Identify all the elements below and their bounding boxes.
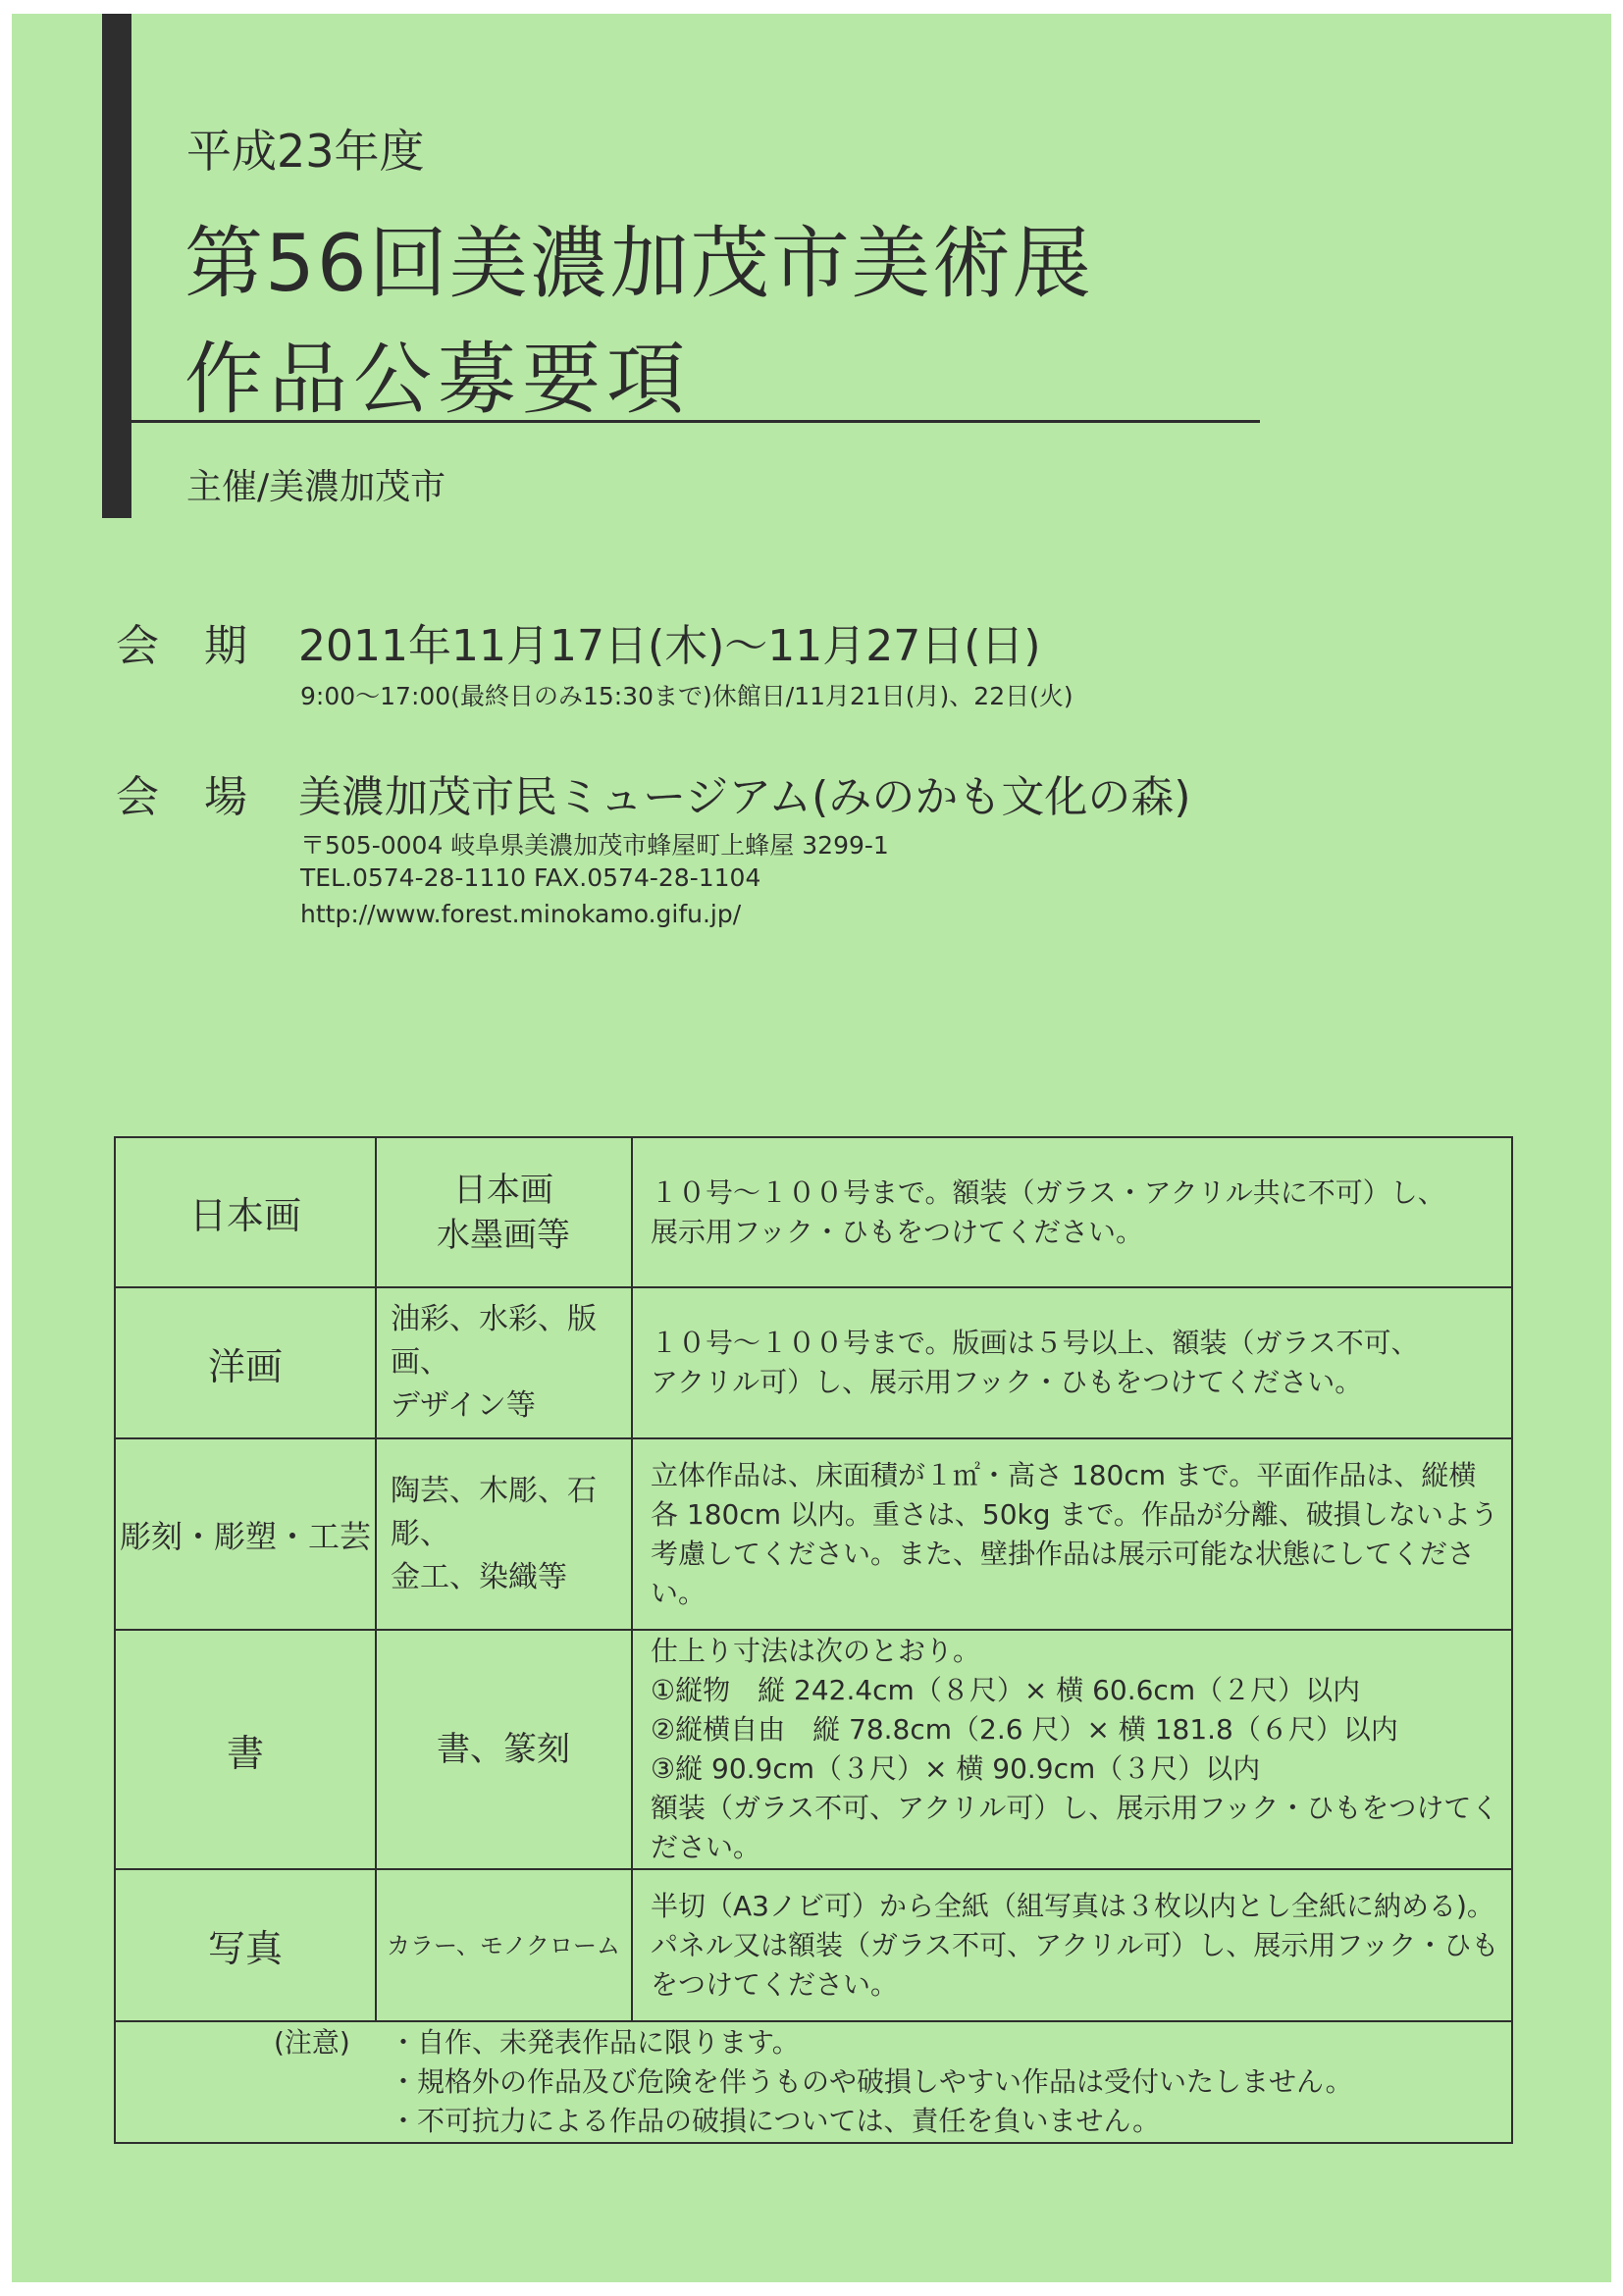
description-cell [632,1287,1512,1438]
venue-address: 〒505-0004 岐阜県美濃加茂市蜂屋町上蜂屋 3299-1 [300,831,889,860]
description-line: をつけてください。 [651,1967,899,2001]
description-cell [632,1137,1512,1287]
notes-row [115,2021,1512,2143]
subtype-cell [376,1137,632,1287]
table-row [115,1137,1512,1287]
subtype-line: 金工、染織等 [391,1559,567,1594]
fiscal-year: 平成23年度 [186,125,425,178]
category-cell: 日本画 [115,1137,376,1287]
description-line: ①縦物 縦 242.4cm（８尺）× 横 60.6cm（２尺）以内 [651,1674,1361,1706]
subtype-cell [376,1438,632,1630]
organizer: 主催/美濃加茂市 [186,467,446,507]
description-line: 考慮してください。また、壁掛作品は展示可能な状態にしてください。 [651,1537,1476,1609]
description-line: 仕上り寸法は次のとおり。 [651,1635,981,1667]
category-cell: 彫刻・彫塑・工芸 [115,1438,376,1630]
note-item: ・自作、未発表作品に限ります。 [390,2026,800,2059]
subtype-line: 日本画 [453,1170,553,1210]
venue-label: 会場 [116,772,292,822]
subtype-cell [376,1630,632,1869]
table-row [115,1869,1512,2021]
note-item: ・不可抗力による作品の破損については、責任を負いません。 [390,2105,1161,2137]
subtype-line: 書、篆刻 [437,1730,570,1769]
description-line: １０号〜１００号まで。額装（ガラス・アクリル共に不可）し、 [651,1175,1445,1209]
description-cell [632,1869,1512,2021]
subtype-cell [376,1287,632,1438]
category-cell: 写真 [115,1869,376,2021]
description-line: ③縦 90.9cm（３尺）× 横 90.9cm（３尺）以内 [651,1752,1261,1785]
period-hours: 9:00〜17:00(最終日のみ15:30まで)休館日/11月21日(月)、22日(火) [300,682,1073,710]
description-line: １０号〜１００号まで。版画は５号以上、額装（ガラス不可、 [651,1327,1419,1359]
description-line: 立体作品は、床面積が１㎡・高さ 180cm まで。平面作品は、縦横 [651,1458,1477,1491]
description-line: 展示用フック・ひもをつけてください。 [651,1215,1144,1248]
venue-url[interactable]: http://www.forest.minokamo.gifu.jp/ [300,900,742,928]
category-cell: 書 [115,1630,376,1869]
venue-tel-fax: TEL.0574-28-1110 FAX.0574-28-1104 [300,863,761,892]
note-item: ・規格外の作品及び危険を伴うものや破損しやすい作品は受付いたしません。 [390,2065,1353,2098]
description-line: ②縦横自由 縦 78.8cm（2.6 尺）× 横 181.8（６尺）以内 [651,1713,1398,1746]
description-line: 半切（A3ノビ可）から全紙（組写真は３枚以内とし全紙に納める)。 [651,1889,1494,1922]
table-row [115,1438,1512,1630]
period-dates: 2011年11月17日(木)〜11月27日(日) [298,621,1041,671]
subtype-line: 水墨画等 [437,1215,570,1255]
description-line: 額装（ガラス不可、アクリル可）し、展示用フック・ひもをつけてください。 [651,1792,1499,1863]
description-line: 各 180cm 以内。重さは、50kg まで。作品が分離、破損しないよう [651,1497,1498,1531]
subtype-cell [376,1869,632,2021]
description-line: アクリル可）し、展示用フック・ひもをつけてください。 [651,1366,1363,1398]
description-cell [632,1630,1512,1869]
subtype-line: デザイン等 [391,1388,536,1423]
title-accent-bar [102,14,131,518]
period-label: 会期 [116,621,292,671]
page-subtitle: 作品公募要項 [184,334,691,425]
table-row [115,1287,1512,1438]
subtype-line: カラー、モノクローム [386,1931,621,1959]
notes-label: (注意) [274,2026,350,2059]
notes-cell [115,2021,1512,2143]
submission-requirements-table [114,1136,1513,2144]
description-cell [632,1438,1512,1630]
table-row [115,1630,1512,1869]
page-title: 第56回美濃加茂市美術展 [184,218,1093,309]
venue-name: 美濃加茂市民ミュージアム(みのかも文化の森) [298,772,1191,822]
category-cell: 洋画 [115,1287,376,1438]
subtype-line: 陶芸、木彫、石彫、 [391,1473,597,1551]
subtype-line: 油彩、水彩、版画、 [391,1302,597,1380]
description-line: パネル又は額装（ガラス不可、アクリル可）し、展示用フック・ひも [651,1928,1499,1961]
